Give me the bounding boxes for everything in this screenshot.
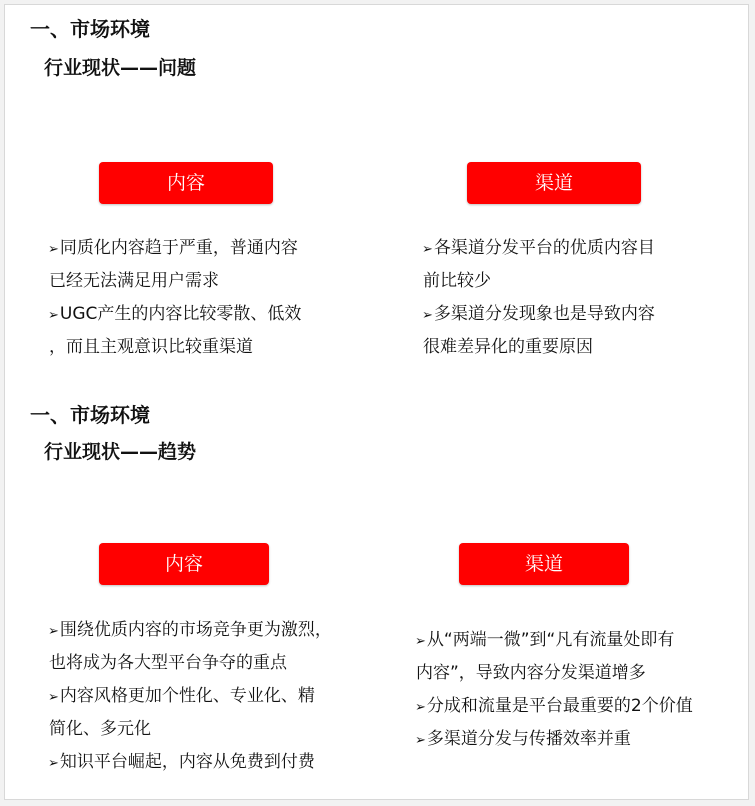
text-line: ➢从“两端一微”到“凡有流量处即有	[415, 630, 675, 650]
text-line: ➢多渠道分发与传播效率并重	[415, 729, 631, 749]
section-2-subtitle: 行业现状——趋势	[44, 441, 197, 463]
section-1-channel-text	[422, 232, 655, 364]
section-1-content-label: 内容	[99, 162, 273, 204]
section-1-title: 一、市场环境	[30, 17, 150, 41]
text-line: ➢围绕优质内容的市场竞争更为激烈，	[48, 620, 332, 640]
text-line: 已经无法满足用户需求	[49, 271, 219, 291]
text-line: ➢UGC产生的内容比较零散、低效	[48, 304, 302, 324]
text-line: ，而且主观意识比较重渠道	[49, 337, 253, 357]
text-line: 内容”，导致内容分发渠道增多	[416, 663, 646, 683]
text-line: 前比较少	[423, 271, 491, 291]
section-1-subtitle: 行业现状——问题	[44, 57, 197, 79]
text-line: ➢各渠道分发平台的优质内容目	[422, 238, 655, 258]
text-line: ➢知识平台崛起，内容从免费到付费	[48, 752, 315, 772]
section-2-title: 一、市场环境	[30, 403, 150, 427]
text-line: ➢内容风格更加个性化、专业化、精	[48, 686, 315, 706]
section-2-content-text	[48, 614, 332, 779]
section-2-channel-text	[415, 624, 693, 756]
text-line: 很难差异化的重要原因	[423, 337, 593, 357]
text-line: ➢多渠道分发现象也是导致内容	[422, 304, 655, 324]
text-line: ➢同质化内容趋于严重，普通内容	[48, 238, 298, 258]
text-line: 简化、多元化	[49, 719, 151, 739]
section-1-channel-label: 渠道	[467, 162, 641, 204]
text-line: ➢分成和流量是平台最重要的2个价值	[415, 696, 693, 716]
section-2-channel-label: 渠道	[459, 543, 629, 585]
section-1-content-text	[48, 232, 301, 364]
text-line: 也将成为各大型平台争夺的重点	[49, 653, 287, 673]
section-2-content-label: 内容	[99, 543, 269, 585]
